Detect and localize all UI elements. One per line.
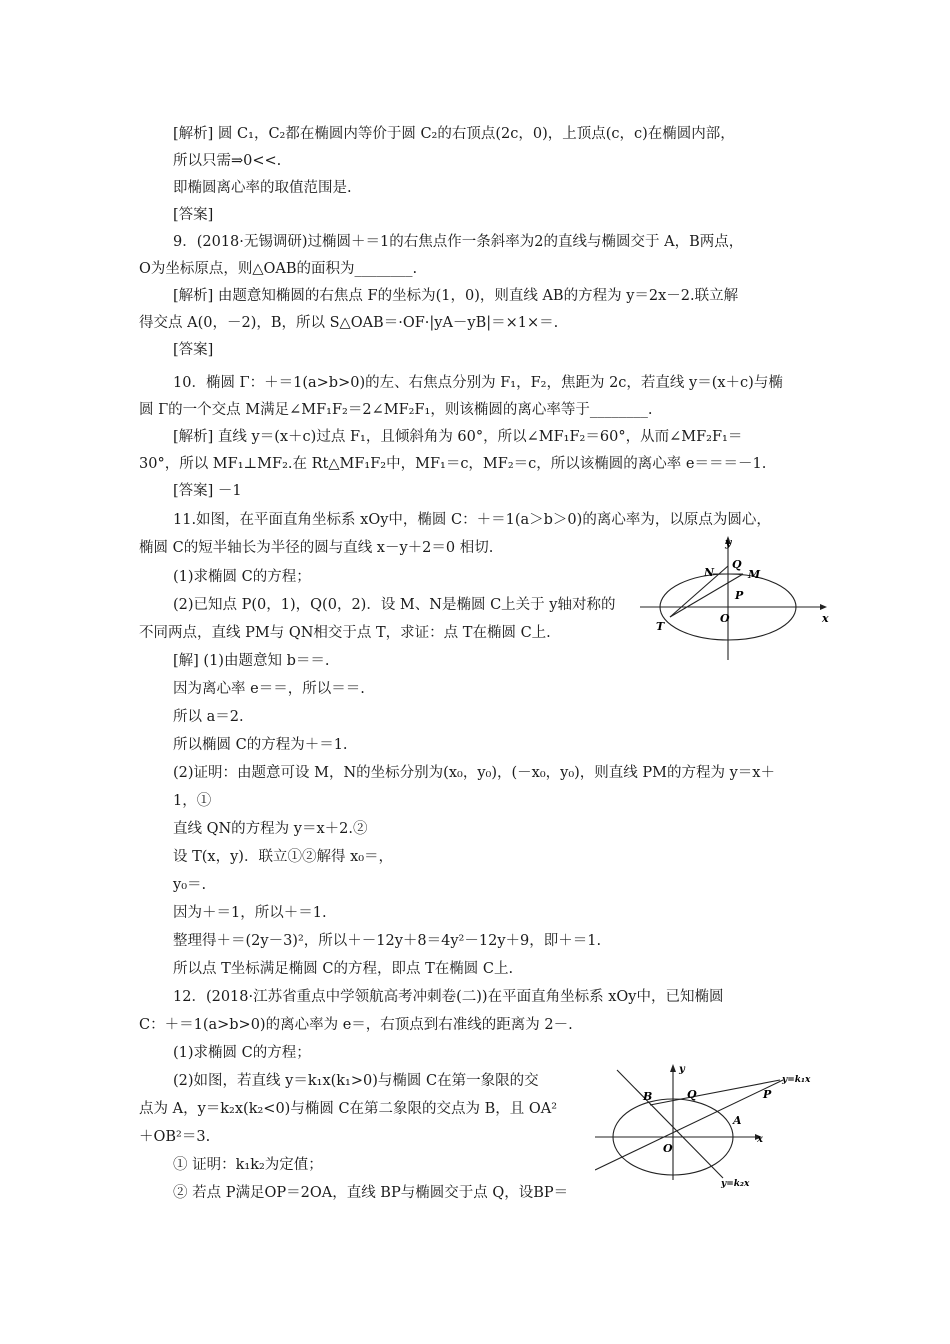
fig2-label-q: Q [687,1088,697,1101]
text-line: 椭圆 C的短半轴长为半径的圆与直线 x－y＋2＝0 相切. [139,540,494,556]
text-line: O为坐标原点，则△OAB的面积为________. [139,261,418,277]
fig1-label-n: N [704,566,715,579]
fig1-label-p: P [735,589,744,602]
text-line: 因为离心率 e＝＝，所以＝＝. [173,681,365,697]
ellipse-figure-11 [640,530,840,665]
text-line: 所以只需⇒0<<. [173,153,282,169]
text-line: 不同两点，直线 PM与 QN相交于点 T，求证：点 T在椭圆 C上. [139,625,551,641]
fig1-label-m: M [748,568,761,581]
text-line: 整理得＋＝(2y－3)²，所以＋－12y＋8＝4y²－12y＋9，即＋＝1. [173,933,602,949]
fig1-label-q: Q [732,558,742,571]
problem-9: 9．(2018·无锡调研)过椭圆＋＝1的右焦点作一条斜率为2的直线与椭圆交于 A，B两点， [173,234,744,250]
text-line: 1，① [173,793,212,809]
text-line: [解析] 由题意知椭圆的右焦点 F的坐标为(1，0)，则直线 AB的方程为 y＝2x－2.联立解 [173,288,739,304]
text-line: ＋OB²＝3. [139,1129,211,1145]
text-line: [答案] [173,207,214,223]
text-line: 圆 Γ的一个交点 M满足∠MF₁F₂＝2∠MF₂F₁，则该椭圆的离心率等于________. [139,402,653,418]
text-line: 设 T(x，y)．联立①②解得 x₀＝， [173,849,394,865]
text-line: C：＋＝1(a>b>0)的离心率为 e＝，右顶点到右准线的距离为 2－. [139,1017,573,1033]
fig2-label-y: y [679,1064,685,1075]
text-line: 因为＋＝1，所以＋＝1. [173,905,327,921]
text-line: 所以点 T坐标满足椭圆 C的方程，即点 T在椭圆 C上. [173,961,514,977]
text-line: 所以 a＝2. [173,709,244,725]
fig1-label-y: y [725,536,732,549]
text-line: 即椭圆离心率的取值范围是. [173,180,352,196]
fig2-label-line1: y=k₁x [782,1075,811,1085]
text-line: 得交点 A(0，－2)，B，所以 S△OAB＝·OF·|yA－yB|＝×1×＝. [139,315,559,331]
fig2-label-x: x [757,1134,763,1145]
text-line: (2)已知点 P(0，1)，Q(0，2)．设 M、N是椭圆 C上关于 y轴对称的 [173,597,616,613]
fig2-label-o: O [663,1142,673,1155]
ellipse-figure-12 [595,1060,820,1190]
text-line: 所以椭圆 C的方程为＋＝1. [173,737,348,753]
fig1-label-t: T [656,620,665,633]
text-line: [答案] －1 [173,483,242,499]
problem-12: 12．(2018·江苏省重点中学领航高考冲刺卷(二))在平面直角坐标系 xOy中，已知椭圆 [173,989,724,1005]
text-line: 直线 QN的方程为 y＝x＋2.② [173,821,368,837]
fig2-label-a: A [733,1114,742,1127]
text-line: [解析] 圆 C₁，C₂都在椭圆内等价于圆 C₂的右顶点(2c，0)，上顶点(c，c)在椭圆内部， [173,126,735,142]
text-line: [解析] 直线 y＝(x＋c)过点 F₁，且倾斜角为 60°，所以∠MF₁F₂＝60°，从而∠MF₂F₁＝ [173,429,743,445]
text-line: y₀＝. [173,877,207,893]
text-line: ② 若点 P满足OP＝2OA，直线 BP与椭圆交于点 Q，设BP＝ [173,1185,569,1201]
text-line: [解] (1)由题意知 b＝＝. [173,653,330,669]
fig2-label-b: B [643,1090,653,1103]
text-line: (2)如图，若直线 y＝k₁x(k₁>0)与椭圆 C在第一象限的交 [173,1073,539,1089]
text-line: (2)证明：由题意可设 M，N的坐标分别为(x₀，y₀)，(－x₀，y₀)，则直线 PM的方程为 y＝x＋ [173,765,775,781]
fig2-label-p: P [763,1088,772,1101]
text-line: 30°，所以 MF₁⊥MF₂.在 Rt△MF₁F₂中，MF₁＝c，MF₂＝c，所以该椭圆的离心率 e＝＝＝－1. [139,456,767,472]
problem-10: 10．椭圆 Γ：＋＝1(a>b>0)的左、右焦点分别为 F₁，F₂，焦距为 2c，若直线 y＝(x＋c)与椭 [173,375,783,391]
fig1-label-x: x [822,612,829,625]
fig2-label-line2: y=k₂x [721,1179,750,1189]
text-line: [答案] [173,342,214,358]
problem-11: 11.如图，在平面直角坐标系 xOy中，椭圆 C：＋＝1(a＞b＞0)的离心率为，以原点为圆心， [173,512,771,528]
fig1-label-o: O [720,612,730,625]
text-line: ① 证明：k₁k₂为定值； [173,1157,323,1173]
text-line: (1)求椭圆 C的方程； [173,1045,311,1061]
text-line: (1)求椭圆 C的方程； [173,569,311,585]
text-line: 点为 A，y＝k₂x(k₂<0)与椭圆 C在第二象限的交点为 B，且 OA² [139,1101,558,1117]
